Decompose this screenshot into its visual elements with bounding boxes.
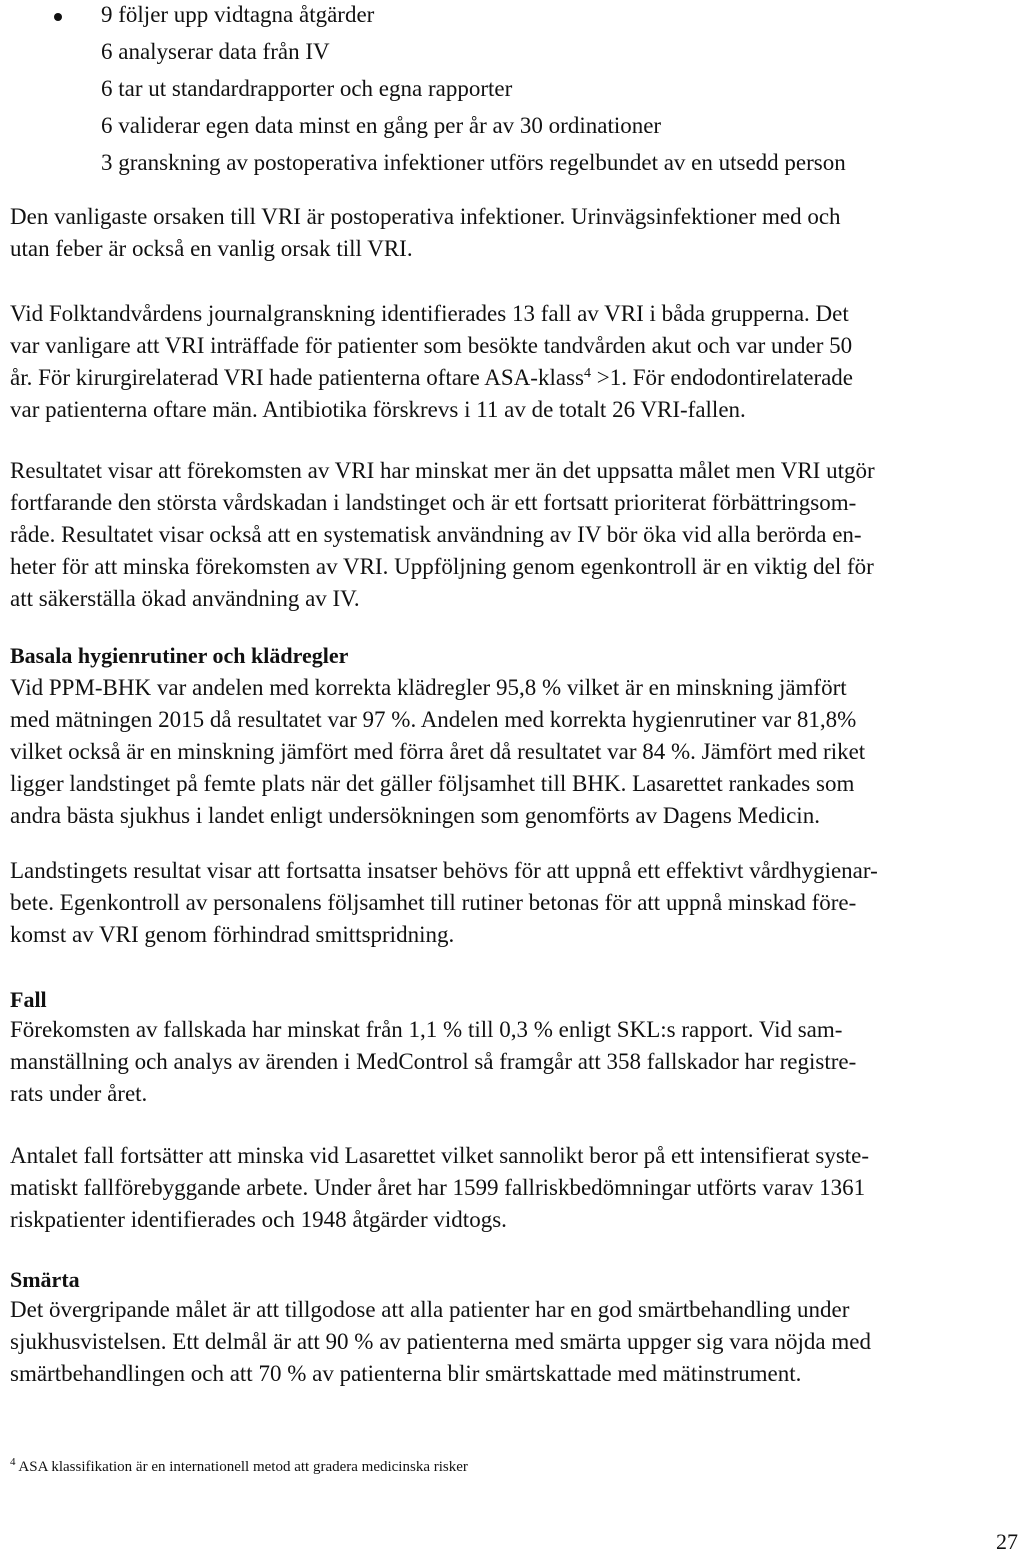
text-line: bete. Egenkontroll av personalens följsamhet till rutiner betonas för att uppnå minskad före- <box>10 890 857 915</box>
list-item-text: 6 tar ut standardrapporter och egna rapporter <box>101 76 513 101</box>
bullet-list <box>54 0 1014 185</box>
paragraph-vri-result <box>10 455 1018 615</box>
text-line: rats under året. <box>10 1081 148 1106</box>
text-line: heter för att minska förekomsten av VRI. Uppföljning genom egenkontroll är en viktig del för <box>10 554 874 579</box>
paragraph-landstinget <box>10 855 1018 951</box>
list-item <box>54 37 1014 74</box>
text-line: Vid PPM-BHK var andelen med korrekta klädregler 95,8 % vilket är en minskning jämfört <box>10 675 847 700</box>
section-heading-hygiene: Basala hygienrutiner och klädregler <box>10 643 349 668</box>
text-line: komst av VRI genom förhindrad smittspridning. <box>10 922 455 947</box>
section-heading-smarta: Smärta <box>10 1267 80 1292</box>
text-line: riskpatienter identifierades och 1948 åtgärder vidtogs. <box>10 1207 507 1232</box>
paragraph-fall-prevention <box>10 1140 1018 1236</box>
paragraph-smarta <box>10 1294 1018 1390</box>
list-item <box>54 111 1014 148</box>
text-line: var patienterna oftare män. Antibiotika förskrevs i 11 av de totalt 26 VRI-fallen. <box>10 397 746 422</box>
text-line: sjukhusvistelsen. Ett delmål är att 90 % av patienterna med smärta uppger sig vara nöjda med <box>10 1329 871 1354</box>
list-item-text: 6 validerar egen data minst en gång per år av 30 ordinationer <box>101 113 662 138</box>
footnote-reference: 4 <box>583 366 591 381</box>
paragraph-vri-causes <box>10 201 1018 265</box>
text-line: Den vanligaste orsaken till VRI är postoperativa infektioner. Urinvägsinfektioner med och <box>10 204 841 229</box>
text-line: andra bästa sjukhus i landet enligt undersökningen som genomförts av Dagens Medicin. <box>10 803 820 828</box>
paragraph-folktandvarden <box>10 298 1018 426</box>
footnote-marker: 4 <box>10 1456 16 1468</box>
footnote-text: ASA klassifikation är en internationell metod att gradera medicinska risker <box>15 1459 468 1475</box>
text-line: att säkerställa ökad användning av IV. <box>10 586 360 611</box>
text-line: matiskt fallförebyggande arbete. Under året har 1599 fallriskbedömningar utförts varav 1361 <box>10 1175 866 1200</box>
text-line: var vanligare att VRI inträffade för patienter som besökte tandvården akut och var under 50 <box>10 333 853 358</box>
text-line: med mätningen 2015 då resultatet var 97 %. Andelen med korrekta hygienrutiner var 81,8% <box>10 707 857 732</box>
page-number: 27 <box>996 1529 1018 1554</box>
text-line: Vid Folktandvårdens journalgranskning identifierades 13 fall av VRI i båda grupperna. Det <box>10 301 849 326</box>
list-item <box>54 148 1014 185</box>
text-line: fortfarande den största vårdskadan i landstinget och är ett fortsatt prioriterat förbättringsom- <box>10 490 857 515</box>
text-line: råde. Resultatet visar också att en systematisk användning av IV bör öka vid alla berörda en- <box>10 522 862 547</box>
text-line: Det övergripande målet är att tillgodose att alla patienter har en god smärtbehandling under <box>10 1297 850 1322</box>
text-line: Landstingets resultat visar att fortsatta insatser behövs för att uppnå ett effektivt vårdhygienar- <box>10 858 878 883</box>
footnote <box>10 1452 468 1477</box>
text-line <box>10 362 1018 394</box>
section-heading-fall: Fall <box>10 987 47 1012</box>
list-item-text: 6 analyserar data från IV <box>101 39 330 64</box>
text-line: Antalet fall fortsätter att minska vid Lasarettet vilket sannolikt beror på ett intensifierat syste- <box>10 1143 870 1168</box>
bullet-icon <box>54 13 62 21</box>
paragraph-fall-stats <box>10 1014 1018 1110</box>
paragraph-hygiene <box>10 672 1018 832</box>
list-item-text: 3 granskning av postoperativa infektioner utförs regelbundet av en utsedd person <box>101 150 846 175</box>
text-line: Resultatet visar att förekomsten av VRI har minskat mer än det uppsatta målet men VRI utgör <box>10 458 875 483</box>
text-line: manställning och analys av ärenden i MedControl så framgår att 358 fallskador har registre- <box>10 1049 857 1074</box>
text-line: utan feber är också en vanlig orsak till VRI. <box>10 236 413 261</box>
text-fragment: >1. För endodontirelaterade <box>590 365 854 390</box>
text-fragment: år. För kirurgirelaterad VRI hade patienterna oftare ASA-klass <box>10 365 584 390</box>
list-item-text: 9 följer upp vidtagna åtgärder <box>101 2 375 27</box>
list-item <box>54 0 1014 37</box>
text-line: vilket också är en minskning jämfört med förra året då resultatet var 84 %. Jämfört med riket <box>10 739 866 764</box>
list-item <box>54 74 1014 111</box>
text-line: ligger landstinget på femte plats när det gäller följsamhet till BHK. Lasarettet rankades som <box>10 771 855 796</box>
text-line: smärtbehandlingen och att 70 % av patienterna blir smärtskattade med mätinstrument. <box>10 1361 802 1386</box>
text-line: Förekomsten av fallskada har minskat från 1,1 % till 0,3 % enligt SKL:s rapport. Vid sam- <box>10 1017 843 1042</box>
